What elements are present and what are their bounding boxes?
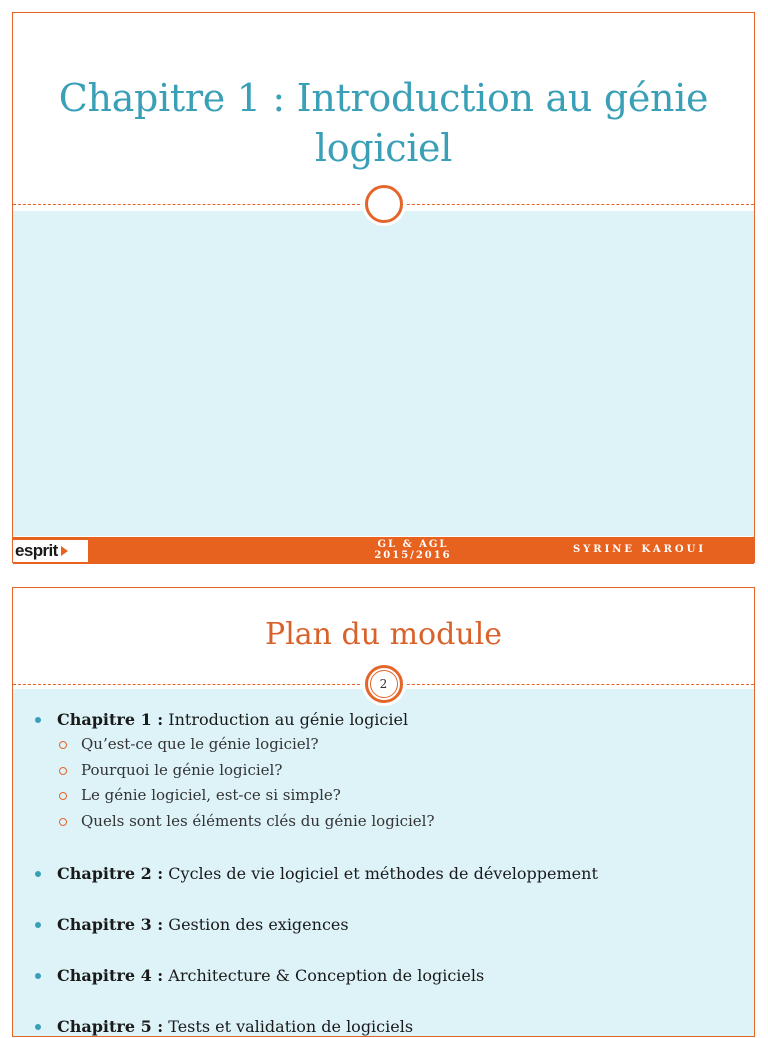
chapter-label: Chapitre 5 : — [57, 1017, 164, 1036]
bullet-icon — [35, 922, 41, 928]
title-area — [13, 13, 754, 205]
slide-title: Plan du module — [265, 617, 502, 652]
chapter-title: Gestion des exigences — [168, 915, 349, 934]
chapter-item — [33, 863, 744, 885]
subitem — [57, 732, 744, 758]
slide-body — [13, 689, 754, 1036]
chapter-label: Chapitre 4 : — [57, 966, 164, 985]
subitem-list — [57, 732, 744, 834]
chapter-label: Chapitre 2 : — [57, 864, 164, 883]
esprit-logo — [13, 540, 88, 562]
slide-title: Chapitre 1 : Introduction au génie logiciel — [58, 76, 709, 170]
chapter-title: Cycles de vie logiciel et méthodes de développement — [168, 864, 598, 883]
subitem — [57, 783, 744, 809]
footer-author: SYRINE KAROUI — [572, 544, 706, 555]
circle-bullet-icon — [59, 818, 67, 826]
slide-body — [13, 211, 754, 536]
subitem-text: Qu’est-ce que le génie logiciel? — [81, 735, 319, 753]
slide-footer — [13, 537, 754, 564]
chapter-item — [33, 965, 744, 987]
chapter-list — [33, 709, 744, 1038]
bullet-icon — [35, 1024, 41, 1030]
chapter-label: Chapitre 1 : — [57, 710, 164, 729]
slide-1 — [12, 12, 755, 563]
subitem — [57, 758, 744, 784]
bullet-icon — [35, 871, 41, 877]
slide-2 — [12, 587, 755, 1037]
circle-bullet-icon — [59, 792, 67, 800]
chapter-label: Chapitre 3 : — [57, 915, 164, 934]
subitem — [57, 809, 744, 835]
subitem-text: Pourquoi le génie logiciel? — [81, 760, 283, 779]
divider-ring-icon — [365, 185, 403, 223]
footer-course — [358, 539, 468, 561]
chapter-item — [33, 1016, 744, 1038]
page-number-badge: 2 — [365, 665, 403, 703]
chapter-item — [33, 709, 744, 834]
bullet-icon — [35, 973, 41, 979]
chapter-title: Architecture & Conception de logiciels — [168, 966, 485, 985]
chapter-title: Introduction au génie logiciel — [168, 710, 409, 729]
circle-bullet-icon — [59, 741, 67, 749]
logo-arrow-icon — [61, 546, 68, 556]
course-name: GL & AGL — [377, 539, 449, 550]
course-year: 2015/2016 — [374, 550, 452, 561]
subitem-text: Le génie logiciel, est-ce si simple? — [81, 786, 341, 804]
bullet-icon — [35, 717, 41, 723]
chapter-item — [33, 914, 744, 936]
logo-text: esprit — [15, 541, 58, 560]
subitem-text: Quels sont les éléments clés du génie logiciel? — [81, 811, 435, 830]
chapter-title: Tests et validation de logiciels — [168, 1017, 414, 1036]
circle-bullet-icon — [59, 767, 67, 775]
